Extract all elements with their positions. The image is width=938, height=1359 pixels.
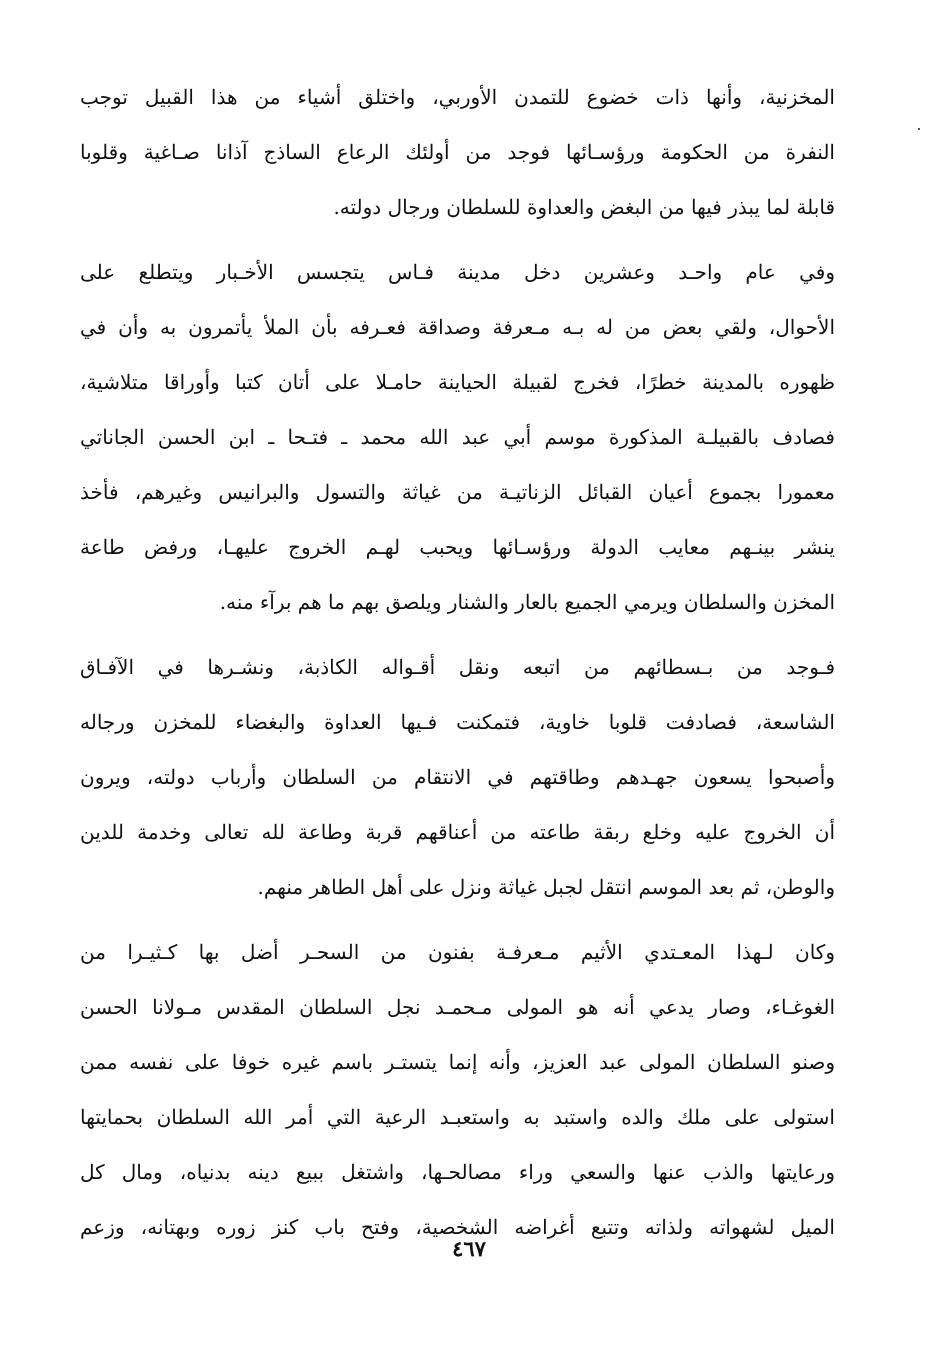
text-line: الغوغـاء، وصار يدعي أنه هو المولى مـحمـد نجل السلطان المقدس مـولانا الحسن (80, 995, 835, 1019)
text-line: المخزن والسلطان ويرمي الجميع بالعار والشنار ويلصق بهم ما هم برآء منه. (219, 590, 835, 614)
text-line: وفي عام واحـد وعشرين دخل مدينة فـاس يتجسس الأخـبار ويتطلع على (80, 260, 835, 284)
paragraph-gap (80, 630, 835, 640)
text-line: ظهوره بالمدينة خطرًا، فخرج لقبيلة الحياينة حامـلا على أتان كتبا وأوراقا متلاشية، (80, 370, 835, 394)
text-line: معمورا بجموع أعيان القبائل الزناتيـة من غياثة والتسول والبرانيس وغيرهم، فأخذ (80, 480, 835, 504)
scan-speck (918, 128, 920, 130)
text-line: ينشر بينـهم معايب الدولة ورؤسـائها ويحبب لهـم الخروج عليهـا، ورفض طاعة (80, 535, 835, 559)
paragraph-gap (80, 915, 835, 925)
text-line: ورعايتها والذب عنها والسعي وراء مصالحـها، واشتغل ببيع دينه بدنياه، ومال كل (80, 1160, 835, 1184)
paragraph (80, 640, 835, 915)
text-line: قابلة لما يبذر فيها من البغض والعداوة للسلطان ورجال دولته. (333, 195, 835, 219)
text-line: الميل لشهواته ولذاته وتتبع أغراضه الشخصية، وفتح باب كنز زوره وبهتانه، وزعم (80, 1215, 835, 1239)
paragraph (80, 70, 835, 235)
text-line: وكان لـهذا المعـتدي الأثيم مـعرفـة بفنون من السحـر أضل بها كـثيـرا من (80, 940, 835, 964)
text-line: المخزنية، وأنها ذات خضوع للتمدن الأوربي، واختلق أشياء من هذا القبيل توجب (80, 85, 835, 109)
text-line: وأصبحوا يسعون جهـدهم وطاقتهم في الانتقام من السلطان وأرباب دولته، ويرون (80, 765, 835, 789)
text-line: الشاسعة، فصادفت قلوبا خاوية، فتمكنت فـيها العداوة والبغضاء للمخزن ورجاله (80, 710, 835, 734)
text-line: فصادف بالقبيلـة المذكورة موسم أبي عبد الله محمد ـ فتـحا ـ ابن الحسن الجاناتي (80, 425, 835, 449)
paragraph-gap (80, 235, 835, 245)
text-line: استولى على ملك والده واستبد به واستعبـد الرعية التي أمر الله السلطان بحمايتها (80, 1105, 835, 1129)
text-line: فـوجد من بـسطائهم من اتبعه ونقل أقـواله الكاذبة، ونشـرها في الآفـاق (80, 655, 835, 679)
page-number: ٤٦٧ (452, 1236, 486, 1261)
text-line: أن الخروج عليه وخلع ربقة طاعته من أعناقهم قربة وطاعة لله تعالى وخدمة للدين (80, 820, 835, 844)
text-line: النفرة من الحكومة ورؤسـائها فوجد من أولئك الرعاع الساذج آذانا صـاغية وقلوبا (80, 140, 835, 164)
text-line: الأحوال، ولقي بعض من له بـه مـعرفة وصداقة فعـرفه بأن الملأ يأتمرون به وأن في (80, 315, 835, 339)
paragraph (80, 925, 835, 1255)
paragraph (80, 245, 835, 630)
text-line: والوطن، ثم بعد الموسم انتقل لجبل غياثة ونزل على أهل الطاهر منهم. (257, 875, 835, 899)
text-line: وصنو السلطان المولى عبد العزيز، وأنه إنما يتستـر باسم غيره خوفا على نفسه ممن (80, 1050, 835, 1074)
body-text (80, 70, 835, 1255)
